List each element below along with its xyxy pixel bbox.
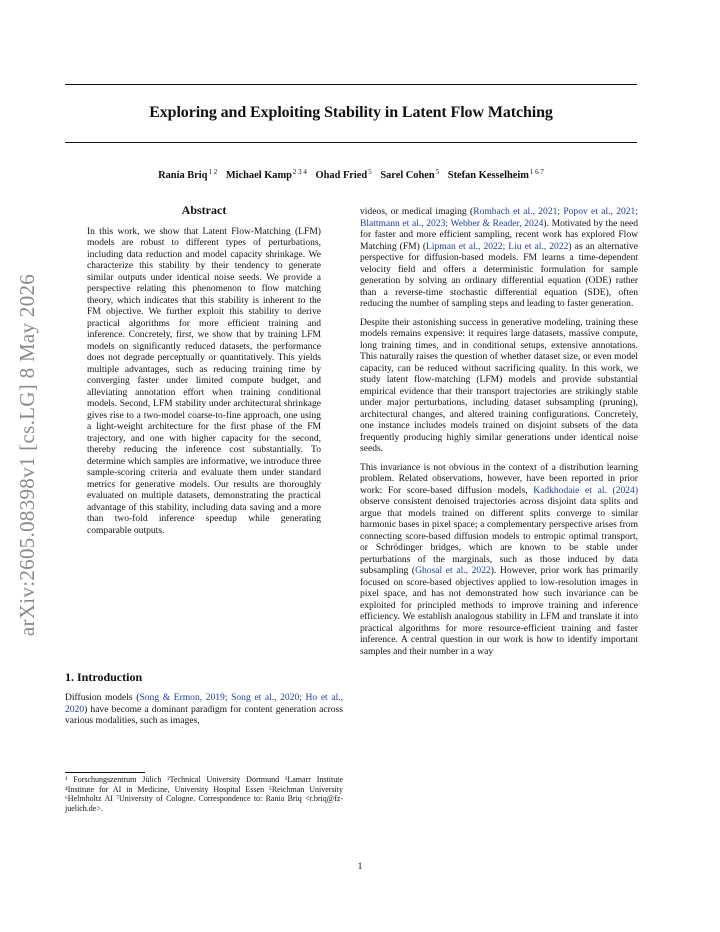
paragraph: This invariance is not obvious in the context of a distribution learning problem. Related observations, however, have been reported in prior work: For score-based diffusion models, Kadkhodaie et al. (2024) observe consistent denoised trajectories across disjoint data splits and argue that models trained on different splits converge to similar harmonic bases in pixel space; a complementary perspective arises from connecting score-based diffusion models to entropic optimal transport, or Schrödinger bridges, which are known to be stable under perturbations of the marginals, such as those induced by data subsampling (Ghosal et al., 2022). However, prior work has primarily focused on score-based objectives applied to low-resolution images in pixel space, and has not demonstrated how such invariance can be exploited for principled methods to improve training and inference efficiency. We establish analogous stability in LFM and translate it into practical algorithms for more resource-efficient training and faster inference. A central question in our work is how to identify important samples and their number in a way xyxy=(360,461,639,657)
author-entry: Rania Briq$^{1 2}$ xyxy=(158,168,218,182)
title-rule-bottom xyxy=(65,142,637,143)
citation-link[interactable]: Ghosal et al., 2022 xyxy=(415,565,491,576)
affiliations-footnote: ¹ Forschungszentrum Jülich ²Technical University Dortmund ³Lamarr Institute ⁴Institute for AI in Medicine, University Hospital Essen ⁵Reichman University ⁶Helmholtz AI ⁷University of Cologne. Correspondence to: Rania Briq <r.briq@fz-juelich.de>. xyxy=(65,775,343,814)
citation-link[interactable]: Song & Ermon, 2019; Song et al., 2020; Ho et al., 2020 xyxy=(65,692,343,715)
citation-link[interactable]: Rombach et al., 2021; Popov et al., 2021; Blattmann et al., 2023; Webber & Reader, 2024 xyxy=(360,206,638,229)
section-heading-introduction: 1. Introduction xyxy=(65,670,143,684)
abstract-heading: Abstract xyxy=(181,203,227,217)
citation-link[interactable]: Kadkhodaie et al. (2024) xyxy=(533,484,639,496)
author-entry: Stefan Kesselheim$^{1 6 7}$ xyxy=(447,168,544,182)
author-entry: Ohad Fried$^5$ xyxy=(315,168,372,182)
paragraph: Despite their astonishing success in generative modeling, training these models remains expensive: it requires large datasets, massive compute, long training times, and in conditional setups, extensive annotations. This naturally raises the question of whether dataset size, or even model capacity, can be reduced without sacrificing quality. In this work, we study latent flow-matching (LFM) models and provide substantial empirical evidence that their transport trajectories are strikingly stable under major perturbations, including dataset subsampling (pruning), architectural changes, and altered training configurations. Concretely, one instance includes models trained on disjoint subsets of the data frequently producing highly similar generations under identical noise seeds. xyxy=(360,316,638,454)
paper-title: Exploring and Exploiting Stability in Latent Flow Matching xyxy=(149,104,553,121)
abstract-text: In this work, we show that Latent Flow-Matching (LFM) models are robust to different types of perturbations, including data reduction and model capacity shrinkage. We characterize this stability by their tendency to generate similar outputs under identical noise seeds. We provide a perspective relating this phenomenon to flow matching theory, which indicates that this stability is inherent to the FM objective. We further exploit this stability to derive practical algorithms for more efficient training and inference. Concretely, first, we show that by training LFM models on significantly reduced datasets, the performance does not degrade perceptually or quantitatively. This yields multiple advantages, such as reducing training time by converging faster under limited compute budget, and alleviating annotation effort when training conditional models. Second, LFM stability under architectural shrinkage gives rise to a two-model coarse-to-fine approach, one using a light-weight architecture for the first phase of the FM trajectory, and one with higher capacity for the second, thereby reducing the inference cost substantially. To determine which samples are informative, we introduce three sample-scoring criteria and evaluate them under standard metrics for generative models. Our results are thoroughly evaluated on multiple datasets, demonstrating the practical advantage of this stability, including data saving and a more than two-fold inference speedup while generating comparable outputs. xyxy=(87,225,321,536)
arxiv-stamp: arXiv:2605.08398v1 [cs.LG] 8 May 2026 xyxy=(15,273,39,637)
author-entry: Sarel Cohen$^5$ xyxy=(380,168,440,182)
author-list xyxy=(65,168,637,181)
page-number: 1 xyxy=(357,862,363,872)
abstract-section xyxy=(65,205,343,536)
citation-link[interactable]: Lipman et al., 2022; Liu et al., 2022 xyxy=(426,240,569,252)
intro-paragraph: Diffusion models (Song & Ermon, 2019; Song et al., 2020; Ho et al., 2020) have become a dominant paradigm for content generation across various modalities, such as images, xyxy=(65,692,343,726)
title-rule-top xyxy=(65,84,637,85)
footnote-rule xyxy=(65,772,145,773)
author-entry: Michael Kamp$^{2 3 4}$ xyxy=(225,168,307,182)
paragraph: videos, or medical imaging (Rombach et al., 2021; Popov et al., 2021; Blattmann et al., 2023; Webber & Reader, 2024). Motivated by the need for faster and more efficient sampling, recent work has explored Flow Matching (FM) (Lipman et al., 2022; Liu et al., 2022) as an alternative perspective for diffusion-based models. FM learns a time-dependent velocity field and offers a deterministic formulation for sample generation by solving an ordinary differential equation (ODE) rather than a reverse-time stochastic differential equation (SDE), often reducing the number of sampling steps and leading to faster generation. xyxy=(360,206,638,309)
right-column xyxy=(360,206,638,664)
